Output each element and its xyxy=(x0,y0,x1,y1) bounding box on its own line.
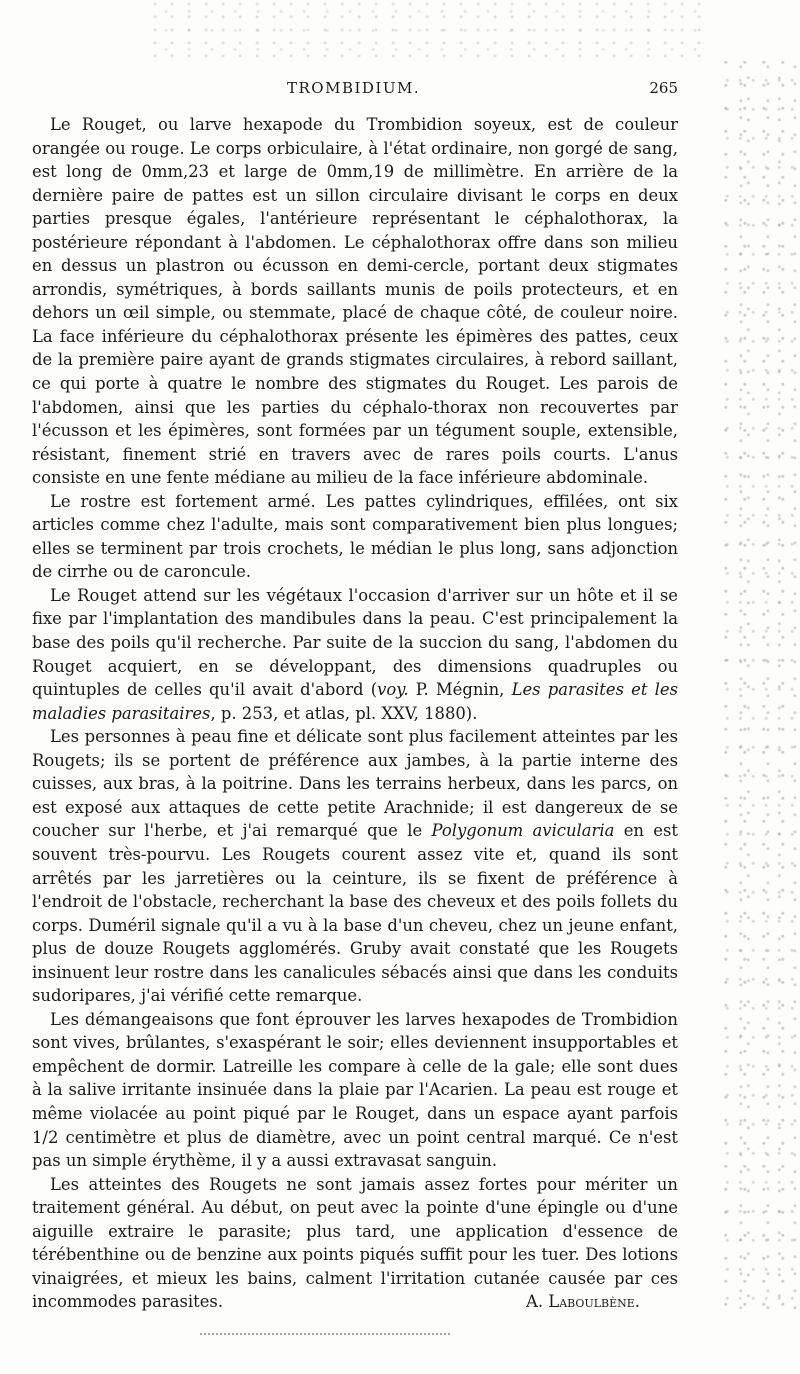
author-signature: A. Laboulbène. xyxy=(526,1292,640,1312)
paragraph-host-attachment xyxy=(32,584,678,725)
page-header xyxy=(32,79,682,103)
paragraph-affected-people xyxy=(32,725,678,1008)
scan-footer-mark xyxy=(200,1333,450,1339)
scan-speckle-top xyxy=(150,0,710,60)
paragraph-text: en est souvent très-pourvu. Les Rougets courent assez vite et, quand ils sont arrêtés par les jarretières ou la ceinture, ils se fixent de préférence à l'endroit de l'obstacle, recherchant la base des cheveux et des poils follets du corps. Duméril signale qu'il a vu à la base d'un cheveu, chez un jeune enfant, plus de douze Rougets agglomérés. Gruby avait constaté que les Rougets insinuent leur rostre dans les canalicules sébacés ainsi que dans les conduits sudoripares, j'ai vérifié cette remarque. xyxy=(32,821,678,1006)
scan-speckle-edge xyxy=(722,60,800,1310)
paragraph-text: Le Rouget attend sur les végétaux l'occasion d'arriver sur un hôte et il se fixe par l'implantation des mandibules dans la peau. C'est principalement la base des poils qu'il recherche. Par suite de la succion du sang, l'abdomen du Rouget acquiert, en se développant, des dimensions quadruples ou quintuples de celles qu'il avait d'abord ( xyxy=(32,585,678,700)
paragraph-treatment xyxy=(32,1173,678,1314)
paragraph-text: Les atteintes des Rougets ne sont jamais assez fortes pour mériter un traitement général. Au début, on peut avec la pointe d'une épingle ou d'une aiguille extraire le parasite; plus tard, une application d'essence de térébenthine ou de benzine aux points piqués suffit pour les tuer. Des lotions vinaigrées, et mieux les bains, calment l'irritation cutanée causée par ces incommodes parasites. xyxy=(32,1174,678,1312)
paragraph-itching: Les démangeaisons que font éprouver les larves hexapodes de Trombidion sont vives, brûlantes, s'exaspérant le soir; elles deviennent insupportables et empêchent de dormir. Latreille les compare à celle de la gale; elle sont dues à la salive irritante insinuée dans la plaie par l'Acarien. La peau est rouge et même violacée au point piqué par le Rouget, dans un espace ayant parfois 1/2 centimètre et plus de diamètre, avec un point central marqué. Ce n'est pas un simple érythème, il y a aussi extravasat sanguin. xyxy=(32,1009,678,1171)
page-number: 265 xyxy=(649,79,678,97)
paragraph-text: Les personnes à peau fine et délicate sont plus facilement atteintes par les Rougets; ils se portent de préférence aux jambes, à la partie interne des cuisses, aux bras, à la poitrine. Dans les terrains herbeux, dans les parcs, on est exposé aux attaques de cette petite Arachnide; il est dangereux de se coucher sur l'herbe, et j'ai remarqué que le xyxy=(32,727,678,841)
species-name: Polygonum avicularia xyxy=(431,821,615,841)
paragraph-rostrum: Le rostre est fortement armé. Les pattes cylindriques, effilées, ont six articles comme chez l'adulte, mais sont comparativement bien plus longues; elles se terminent par trois crochets, le médian le plus long, sans adjonction de cirrhe ou de caroncule. xyxy=(32,491,678,582)
citation-author: P. Mégnin, xyxy=(408,680,512,700)
running-title: TROMBIDIUM. xyxy=(287,79,421,97)
citation-book-title: Les parasites et les maladies parasitaires xyxy=(32,680,678,723)
citation-details: , p. 253, et atlas, pl. XXV, 1880). xyxy=(210,703,478,723)
article-body xyxy=(32,113,678,1314)
citation-voy: voy. xyxy=(377,680,409,700)
paragraph-larva-description: Le Rouget, ou larve hexapode du Trombidion soyeux, est de couleur orangée ou rouge. Le corps orbiculaire, à l'état ordinaire, non gorgé de sang, est long de 0mm,23 et large de 0mm,19 de millimètre. En arrière de la dernière paire de pattes est un sillon circulaire divisant le corps en deux parties presque égales, l'antérieure représentant le céphalothorax, la postérieure répondant à l'abdomen. Le céphalothorax offre dans son milieu en dessus un plastron ou écusson en demi-cercle, portant deux stigmates arrondis, symétriques, à bords saillants munis de poils protecteurs, et en dehors un œil simple, ou stemmate, placé de chaque côté, de couleur noire. La face inférieure du céphalothorax présente les épimères des pattes, ceux de la première paire ayant de grands stigmates circulaires, à rebord saillant, ce qui porte à quatre le nombre des stigmates du Rouget. Les parois de l'abdomen, ainsi que les parties du céphalo-thorax non recouvertes par l'écusson et les épimères, sont formées par un tégument souple, extensible, résistant, finement strié en travers avec de rares poils courts. L'anus consiste en une fente médiane au milieu de la face inférieure abdominale. xyxy=(32,115,678,488)
